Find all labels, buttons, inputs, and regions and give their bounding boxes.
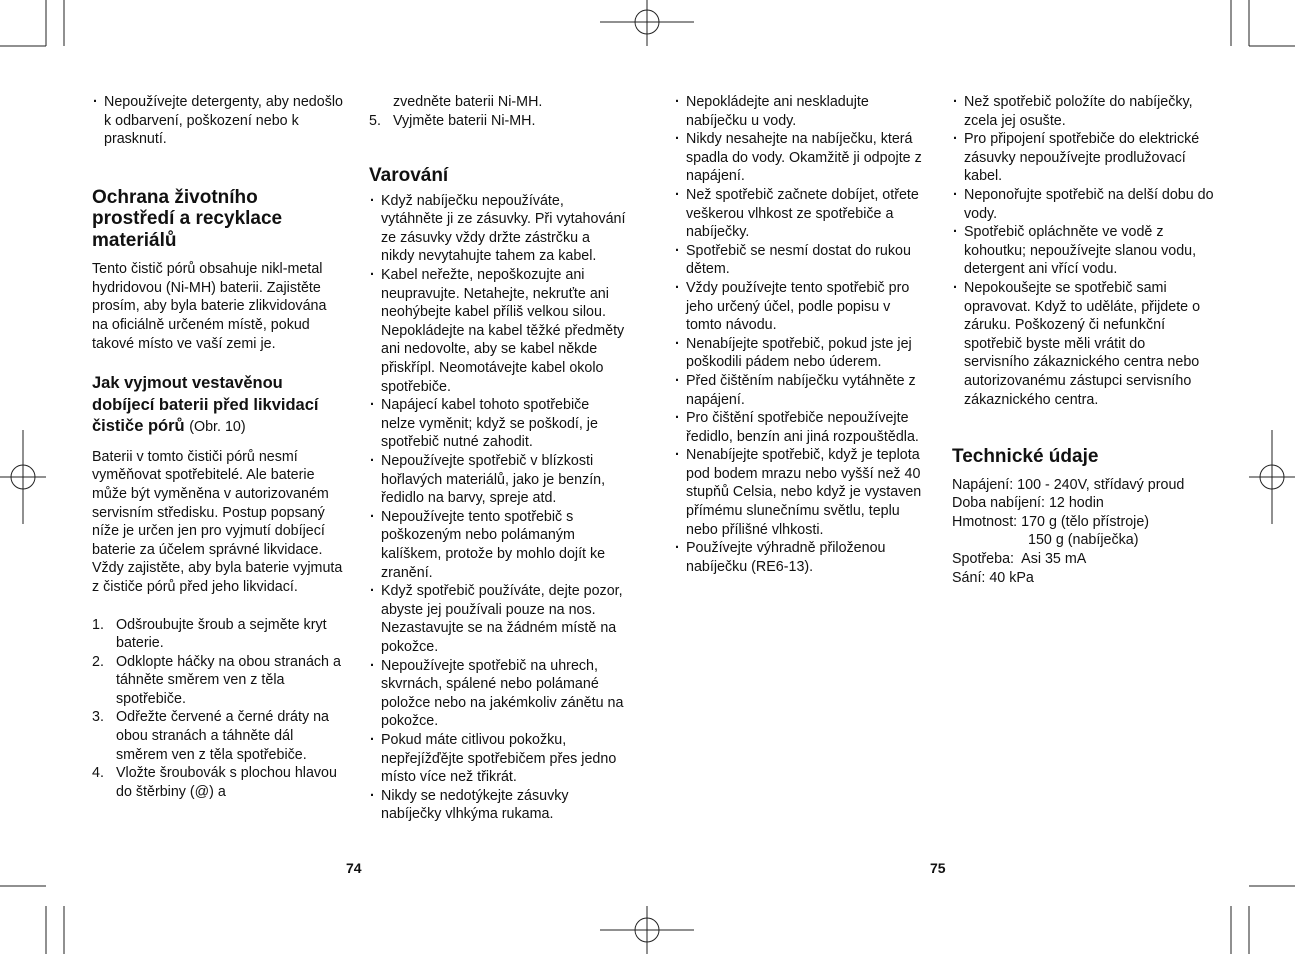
page-number-right: 75 xyxy=(930,860,946,876)
list-item xyxy=(92,616,344,653)
step-text: Odklopte háčky na obou stranách a táhněte směrem ven z těla spotřebiče. xyxy=(116,653,341,707)
spec-weight xyxy=(952,513,1214,532)
step-text: Vyjměte baterii Ni-MH. xyxy=(393,112,536,129)
warning-heading: Varování xyxy=(369,165,449,187)
figure-reference: (Obr. 10) xyxy=(189,419,246,436)
battery-steps-continued xyxy=(369,93,627,130)
step-number: 2. xyxy=(92,653,104,670)
recycling-text: Tento čistič pórů obsahuje nikl-metal hydridovou (Ni-MH) baterii. Zajistěte prosím, aby byla baterie zlikvidována na oficiálně určeném místě, pokud takové místo ve vaší zemi je. xyxy=(92,261,327,352)
battery-steps xyxy=(92,616,344,802)
battery-text: Baterii v tomto čističi pórů nesmí vyměňovat spotřebitelé. Ale baterie může být vyměněna v autorizovaném servisním středisku. Postup popsaný níže je určen jen pro vyjmutí dobíjecí baterie za účelem správné likvidace. xyxy=(92,448,329,558)
spec-consumption: Spotřeba: Asi 35 mA xyxy=(952,550,1087,567)
list-item: · Kabel neřežte, nepoškozujte ani neupravujte. Netahejte, nekruťte ani neohýbejte kabel příliš velkou silou. Nepokládejte na kabel těžké předměty ani nedovolte, aby se kabel někde přiskřípl. Neomotávejte kabel okolo spotřebiče. xyxy=(369,266,627,396)
step-text: Odřežte červené a černé dráty na obou stranách a táhněte dál směrem ven z těla spotřebiče. xyxy=(116,709,329,763)
spec-weight-device: 170 g (tělo přístroje) xyxy=(1021,513,1150,530)
step-number: 4. xyxy=(92,765,104,782)
list-item: · Pro připojení spotřebiče do elektrické zásuvky nepoužívejte prodlužovací kabel. xyxy=(952,130,1214,186)
list-item: · Když spotřebič používáte, dejte pozor, abyste jej používali pouze na nos. Nezastavujte se na žádném místě na pokožce. xyxy=(369,582,627,656)
list-item: · Pokud máte citlivou pokožku, nepřejížďějte spotřebičem přes jedno místo více než třikrát. xyxy=(369,731,627,787)
list-item: · Spotřebič se nesmí dostat do rukou dětem. xyxy=(674,242,924,279)
list-item: · Nikdy nesahejte na nabíječku, která spadla do vody. Okamžitě ji odpojte z napájení. xyxy=(674,130,924,186)
column-4 xyxy=(952,93,1214,587)
spec-charge-time: Doba nabíjení: 12 hodin xyxy=(952,495,1104,512)
safety-bullet-list xyxy=(952,93,1214,409)
list-item xyxy=(92,708,344,764)
list-item xyxy=(92,653,344,709)
list-item: · Nepokoušejte se spotřebič sami opravovat. Když to uděláte, přijdete o záruku. Poškozený či nefunkční spotřebič byste měli vrátit do servisního zákaznického centra nebo autorizovanému zástupci servisního zákaznického centra. xyxy=(952,279,1214,409)
recycling-heading: Ochrana životního prostředí a recyklace materiálů xyxy=(92,186,283,251)
spec-power: Napájení: 100 - 240V, střídavý proud xyxy=(952,476,1185,493)
list-item: · Používejte výhradně přiloženou nabíječku (RE6-13). xyxy=(674,539,924,576)
battery-heading-text: Jak vyjmout vestavěnou dobíjecí baterii před likvidací čističe pórů xyxy=(92,374,319,436)
list-item: · Pro čištění spotřebiče nepoužívejte ředidlo, benzín ani jiná rozpouštědla. xyxy=(674,409,924,446)
list-item: · Nenabíjejte spotřebič, když je teplota pod bodem mrazu nebo vyšší než 40 stupňů Celsia, nebo když je vystaven přímému slunečnímu světlu, teplu nebo přílišné vlhkosti. xyxy=(674,446,924,539)
list-item xyxy=(369,112,627,131)
list-item: · Před čištěním nabíječku vytáhněte z napájení. xyxy=(674,372,924,409)
step-text: Vložte šroubovák s plochou hlavou do štěrbiny (@) a xyxy=(116,765,337,800)
list-item xyxy=(369,93,627,112)
list-item: · Nepoužívejte detergenty, aby nedošlo k odbarvení, poškození nebo k prasknutí. xyxy=(92,93,344,149)
list-item: · Nepokládejte ani neskladujte nabíječku u vody. xyxy=(674,93,924,130)
list-item: · Když nabíječku nepoužíváte, vytáhněte ji ze zásuvky. Při vytahování ze zásuvky vždy držte zástrčku a nikdy nevytahujte tahem za kabel. xyxy=(369,192,627,266)
spec-weight-label: Hmotnost: xyxy=(952,513,1022,530)
list-item: · Nikdy se nedotýkejte zásuvky nabíječky vlhkýma rukama. xyxy=(369,787,627,824)
list-item: · Napájecí kabel tohoto spotřebiče nelze vyměnit; když se poškodí, je spotřebič nutné zahodit. xyxy=(369,396,627,452)
intro-bullet-list xyxy=(92,93,344,149)
list-item: · Spotřebič opláchněte ve vodě z kohoutku; nepoužívejte slanou vodu, detergent ani vřící vodu. xyxy=(952,223,1214,279)
warning-bullet-list-continued xyxy=(674,93,924,576)
list-item: · Než spotřebič položíte do nabíječky, zcela jej osušte. xyxy=(952,93,1214,130)
column-3 xyxy=(674,93,924,576)
step-number: 3. xyxy=(92,709,104,726)
specs-list xyxy=(952,476,1214,588)
list-item: · Nepoužívejte tento spotřebič s poškozeným nebo polámaným kalíškem, protože by mohlo dojít ke zranění. xyxy=(369,508,627,582)
step-text: Odšroubujte šroub a sejměte kryt baterie. xyxy=(116,616,327,652)
battery-heading xyxy=(92,373,344,439)
step-number: 1. xyxy=(92,616,104,633)
step-text: zvedněte baterii Ni-MH. xyxy=(393,94,543,110)
list-item: · Než spotřebič začnete dobíjet, otřete veškerou vlhkost ze spotřebiče a nabíječky. xyxy=(674,186,924,242)
step-number: 5. xyxy=(369,112,381,129)
list-item: · Neponořujte spotřebič na delší dobu do vody. xyxy=(952,186,1214,223)
list-item: · Nepoužívejte spotřebič na uhrech, skvrnách, spálené nebo polámané položce nebo na jakémkoliv zánětu na pokožce. xyxy=(369,657,627,731)
page-number-left: 74 xyxy=(346,860,362,876)
list-item: · Nepoužívejte spotřebič v blízkosti hořlavých materiálů, jako je benzín, ředidlo na barvy, spreje atd. xyxy=(369,452,627,508)
column-2 xyxy=(369,93,627,824)
list-item xyxy=(92,764,344,801)
specs-heading: Technické údaje xyxy=(952,446,1099,468)
list-item: · Vždy používejte tento spotřebič pro jeho určený účel, podle popisu v tomto návodu. xyxy=(674,279,924,335)
spec-weight-charger: 150 g (nabíječka) xyxy=(1028,532,1139,549)
warning-bullet-list xyxy=(369,192,627,824)
spec-suction: Sání: 40 kPa xyxy=(952,569,1034,586)
list-item: · Nenabíjejte spotřebič, pokud jste jej poškodili pádem nebo úderem. xyxy=(674,335,924,372)
column-1 xyxy=(92,93,344,801)
battery-text-2: Vždy zajistěte, aby byla baterie vyjmuta z čističe pórů před jeho likvidací. xyxy=(92,560,343,595)
